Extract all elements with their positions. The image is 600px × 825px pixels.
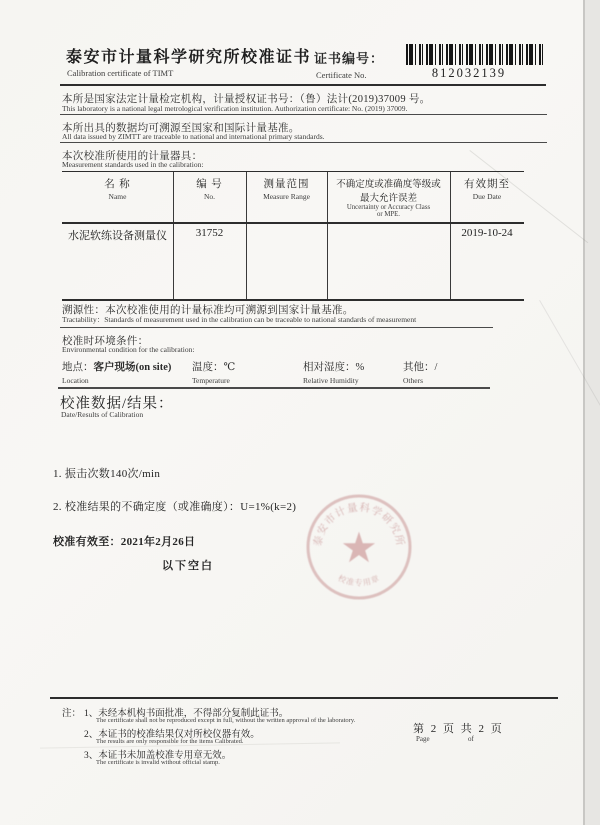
statement-authorization-en: This laboratory is a national legal metrological verification institution. Authorization certificate: No. (2019) 37009. (62, 104, 408, 113)
paper-crease (539, 300, 600, 430)
env-temperature-value: ℃ (223, 362, 236, 373)
table-cell-name: 水泥软练设备测量仪 (68, 230, 167, 242)
of-label: of (468, 735, 474, 743)
table-cell-no: 31752 (195, 227, 224, 239)
result-line-1: 1. 振击次数140次/min (53, 468, 161, 480)
env-label-location-en: Location (62, 376, 89, 385)
official-seal-stamp (303, 491, 415, 603)
footer-note-label: 注： (62, 709, 82, 719)
seal-top-text: 泰安市计量科学研究所 (312, 502, 406, 548)
cert-no-label-cn: 证书编号： (314, 51, 385, 66)
svg-text:校准专用章 (337, 573, 382, 588)
traceability-cn: 溯源性：本次校准使用的计量标准均可溯源到国家计量基准。 (62, 305, 354, 316)
statement-traceable-en: All data issued by ZIMTT are traceable to national and international primary standards. (62, 132, 325, 141)
result-line-2: 2. 校准结果的不确定度（或准确度）：U=1%(k=2) (53, 501, 297, 513)
env-field-others: 其他：/ (403, 362, 438, 373)
statement-authorization-cn: 本所是国家法定计量检定机构，计量授权证书号：（鲁）法计(2019)37009 号。 (62, 94, 431, 105)
divider (60, 142, 547, 143)
seal-star-icon: ★ (340, 526, 378, 572)
footer-note-3-en: The certificate is invalid without official stamp. (96, 759, 220, 766)
env-field-humidity: 相对湿度：% (303, 362, 365, 373)
page-number: 第 2 页 共 2 页 (413, 723, 504, 735)
footer-note-1-en: The certificate shall not be reproduced except in full, without the written approval of the laboratory. (96, 717, 356, 724)
traceability-en: Tractability：Standards of measurement used in the calibration can be traceable to national standards of measurement (62, 315, 417, 324)
page-label: Page (416, 735, 430, 743)
equipment-heading-en: Measurement standards used in the calibration: (62, 160, 204, 169)
equipment-table (62, 171, 524, 301)
env-label-humidity-en: Relative Humidity (303, 376, 359, 385)
valid-until: 校准有效至：2021年2月26日 (53, 536, 196, 548)
env-label-temperature-en: Temperature (192, 376, 230, 385)
footer-rule (50, 697, 558, 699)
results-heading-en: Date/Results of Calibration (61, 410, 144, 419)
results-heading-cn: 校准数据/结果： (60, 396, 174, 412)
certificate-number: 812032139 (431, 66, 507, 80)
col-header-range: 测量范围 Measure Range (263, 179, 310, 201)
equipment-heading-cn: 本次校准所使用的计量器具： (62, 151, 203, 162)
divider (60, 327, 493, 328)
col-header-name: 名 称 Name (104, 179, 131, 201)
barcode (406, 44, 544, 65)
footer-note-3-cn: 3、本证书未加盖校准专用章无效。 (84, 751, 232, 761)
env-field-location: 地点：客户现场(on site) (62, 362, 172, 373)
env-field-temperature: 温度：℃ (192, 362, 236, 373)
footer-note-2-cn: 2、本证书的校准结果仅对所校仪器有效。 (84, 730, 260, 740)
header-rule (60, 84, 546, 86)
environment-heading-cn: 校准时环境条件： (62, 336, 149, 347)
env-location-value: 客户现场(on site) (93, 362, 172, 373)
env-humidity-value: % (355, 362, 365, 373)
blank-below-note: 以下空白 (162, 560, 214, 572)
cert-no-label-en: Certificate No. (316, 70, 367, 80)
certificate-title-en: Calibration certificate of TIMT (67, 68, 174, 78)
divider (58, 387, 490, 389)
col-header-uncertainty: 不确定度或准确度等级或 最大允许误差 Uncertainty or Accuracy Class or MPE. (336, 180, 441, 218)
col-header-no: 编 号 No. (196, 179, 223, 201)
table-header-separator (62, 222, 524, 224)
env-label-others-en: Others (403, 376, 423, 385)
col-header-due-date: 有效期至 Due Date (464, 179, 510, 201)
footer-note-1-cn: 1、未经本机构书面批准，不得部分复制此证书。 (84, 709, 289, 719)
environment-heading-en: Environmental condition for the calibration: (62, 345, 195, 354)
statement-traceable-cn: 本所出具的数据均可溯源至国家和国际计量基准。 (62, 123, 300, 134)
footer-note-2-en: The results are only responsible for the items Calibrated. (96, 738, 244, 745)
table-cell-due-date: 2019-10-24 (461, 227, 513, 239)
seal-bottom-text: 校准专用章 (336, 573, 382, 588)
env-others-value: / (434, 362, 438, 373)
certificate-title-cn: 泰安市计量科学研究所校准证书 (66, 49, 312, 66)
divider (60, 114, 547, 115)
